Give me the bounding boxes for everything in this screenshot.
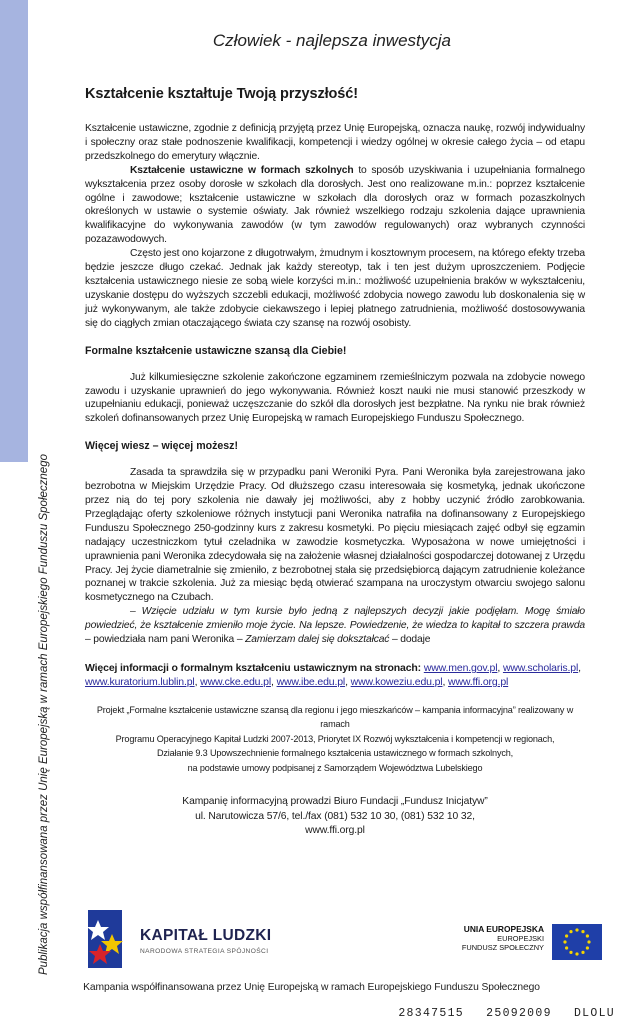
side-accent-bar <box>0 0 28 462</box>
kapital-ludzki-logo <box>88 910 288 970</box>
link-cke[interactable]: www.cke.edu.pl <box>200 676 272 688</box>
quote-part-1: – Wzięcie udziału w tym kursie było jedną z najlepszych decyzji jakie podjęłam. Mogę śmiało powiedzieć, że kształcenie zmieniło moje życie. Na lepsze. Powiedzenie, że wiedza to kapitał to szczera prawda <box>85 606 585 632</box>
project-info <box>85 703 585 775</box>
quote-part-2: Zamierzam dalej się dokształcać <box>245 634 390 646</box>
paragraph-definition: Kształcenie ustawiczne, zgodnie z definicją przyjętą przez Unię Europejską, oznacza naukę, rozwój indywidualny i społeczny oraz stałe podnoszenie kwalifikacji, kompetencji i wiedzy ogólnej w okresie całego życia – od etapu przedszkolnego do emerytury włącznie. <box>85 123 585 162</box>
quote-ending: – dodaje <box>389 634 431 646</box>
project-line-1: Projekt „Formalne kształcenie ustawiczne szansą dla regionu i jego mieszkańców – kampania informacyjna” realizowany w ramach <box>96 705 574 730</box>
sidebar-cofinancing-note: Publikacja współfinansowana przez Unię Europejską w ramach Europejskiego Funduszu Społecznego <box>38 454 50 975</box>
campaign-info <box>85 795 585 839</box>
link-men[interactable]: www.men.gov.pl <box>423 662 498 674</box>
link-ffi[interactable]: www.ffi.org.pl <box>448 676 509 688</box>
paragraph-school-forms <box>85 164 585 247</box>
link-ibe[interactable]: www.ibe.edu.pl <box>276 676 346 688</box>
page-header-title: Człowiek - najlepsza inwestycja <box>212 31 451 50</box>
eu-logo <box>452 924 602 964</box>
project-line-4: na podstawie umowy podpisanej z Samorządem Województwa Lubelskiego <box>187 762 483 773</box>
article <box>85 86 585 839</box>
link-kuratorium[interactable]: www.kuratorium.lublin.pl <box>85 676 195 688</box>
campaign-address: ul. Narutowicza 57/6, tel./fax (081) 532 10 30, (081) 532 10 32, <box>195 810 475 822</box>
campaign-line-1: Kampanię informacyjną prowadzi Biuro Fundacji „Fundusz Inicjatyw” <box>182 796 488 808</box>
section-heading-chance: Formalne kształcenie ustawiczne szansą dla Ciebie! <box>85 344 347 357</box>
eu-flag-icon <box>552 924 602 960</box>
paragraph-case-study: Zasada ta sprawdziła się w przypadku pani Weroniki Pyra. Pani Weronika była zarejestrowana jako bezrobotna w Miejskim Urzędzie Pracy. Od dłuższego czasu interesowała się kosmetyką, jednak ukończone przez nią do tej pory szkolenia nie dawały jej możliwości, aby z hobby uczynić źródło zarobkowania. Przeglądając oferty szkoleniowe różnych instytucji pani Weronika natrafiła na dofinansowany z Europejskiego Funduszu Społecznego 250-godzinny kurs z zakresu kosmetyki. Po pięciu miesiącach zajęć odbył się egzamin nadający uczestniczkom tytuł czeladnika w zawodzie kosmetyczka. Wyposażona w nowe umiejętności i uprawnienia pani Weronika zdecydowała się na założenie własnej działalności gospodarczej dotowanej z Urzędu Pracy. Jej życie diametralnie się zmieniło, z bezrobotnej stała się przedsiębiorcą dającym zatrudnienie koleżance poznanej w trakcie szkolenia. Już za miesiąc będą otwierać szampana na uroczystym otwarciu swojego salonu kosmetycznego na Czubach. <box>85 467 585 604</box>
campaign-website: www.ffi.org.pl <box>305 825 365 837</box>
kapital-ludzki-title: KAPITAŁ LUDZKI <box>140 927 272 944</box>
eu-title: UNIA EUROPEJSKA <box>463 924 544 934</box>
link-koweziu[interactable]: www.koweziu.edu.pl <box>350 676 443 688</box>
paragraph-quote <box>85 605 585 647</box>
project-line-2: Programu Operacyjnego Kapitał Ludzki 2007-2013, Priorytet IX Rozwój wykształcenia i kompetencji w regionach, <box>115 733 555 744</box>
emphasis-school-forms: Kształcenie ustawiczne w formach szkolnych <box>130 164 354 176</box>
more-info: Więcej informacji o formalnym kształceniu ustawicznym na stronach: www.men.gov.pl, www.scholaris.pl, www.kuratorium.lublin.pl, www.cke.edu.pl, www.ibe.edu.pl, www.koweziu.edu.pl, www.ffi.org.pl <box>85 662 581 688</box>
project-line-3: Działanie 9.3 Upowszechnienie formalnego kształcenia ustawicznego w formach szkolnych, <box>156 748 514 759</box>
section-heading-know-more: Więcej wiesz – więcej możesz! <box>85 440 238 453</box>
link-scholaris[interactable]: www.scholaris.pl <box>502 662 579 674</box>
paragraph-stereotype: Często jest ono kojarzone z długotrwałym, żmudnym i kosztownym procesem, na którego efekty trzeba będzie jeszcze długo czekać. Jednak jak każdy stereotyp, tak i ten jest dużym uproszczeniem. Podjęcie kształcenia ustawicznego niesie ze sobą wiele korzyści m.in.: możliwość uzupełnienia braków w wykształceniu, uzyskanie dostępu do wyższych szczebli edukacji, możliwość zdobycia nowego zawodu lub doskonalenia się w już wykonywanym, ale także zdobycie ciekawszego i lepiej płatnego zatrudnienia, możliwość dostosowywania się do ciągłych zmian otaczającego świata czy szansę na rozwój osobisty. <box>85 248 585 329</box>
eu-logo-text <box>462 924 544 952</box>
eu-subtitle-2: FUNDUSZ SPOŁECZNY <box>461 943 544 953</box>
paragraph-school-forms-text: to sposób uzyskiwania i uzupełniania formalnego wykształcenia przez osoby dorosłe w szkołach dla dorosłych. Jest ono realizowane m.in.: poprzez kształcenie ogólne i zawodowe; kształcenie ustawiczne w szkołach dla dorosłych oraz w formach pozaszkolnych określonych w ustawie o systemie oświaty. Jak również wszelkiego rodzaju szkolenia dające uprawnienia kwalifikacyjne do wykonywania zawodów (w tym zawodów regulowanych) oraz wybranych czynności pozazawodowych. <box>85 164 585 246</box>
quote-attribution: – powiedziała nam pani Weronika – <box>85 634 246 646</box>
more-info-label: Więcej informacji o formalnym kształceniu ustawicznym na stronach: <box>85 662 422 674</box>
paragraph-training: Już kilkumiesięczne szkolenie zakończone egzaminem rzemieślniczym pozwala na zdobycie nowego zawodu i uzyskanie uprawnień do jego wykonywania. Również koszt nauki nie musi stanowić przeszkody w uzupełnianiu edukacji, ponieważ uczęszczanie do szkół dla dorosłych jest bezpłatne. Na rynku nie brak również szkoleń dofinansowanych przez Unię Europejską w ramach Europejskiego Funduszu Społecznego. <box>85 371 585 425</box>
kapital-ludzki-emblem-icon <box>88 910 136 970</box>
document-id: 28347515 25092009 DLOLU <box>398 1007 615 1020</box>
article-heading: Kształcenie kształtuje Twoją przyszłość! <box>85 86 358 102</box>
kapital-ludzki-subtitle: NARODOWA STRATEGIA SPÓJNOŚCI <box>140 948 269 955</box>
footer-cofinancing-note: Kampania współfinansowana przez Unię Europejską w ramach Europejskiego Funduszu Społecznego <box>83 982 540 993</box>
eu-subtitle-1: EUROPEJSKI <box>497 934 544 943</box>
